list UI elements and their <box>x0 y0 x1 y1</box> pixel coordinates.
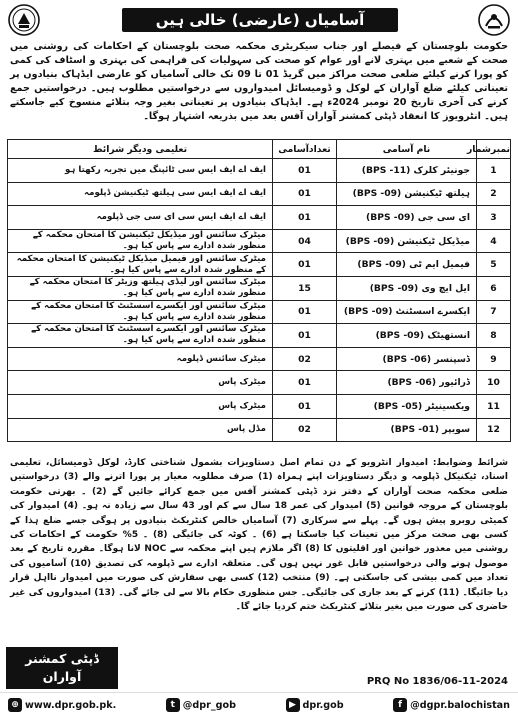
cell-post: ویکسینیٹر (BPS -05) <box>337 394 477 418</box>
table-row <box>8 159 511 183</box>
cell-post: ڈرائیور (BPS -06) <box>337 371 477 395</box>
footer-facebook[interactable] <box>393 698 510 712</box>
table-row <box>8 300 511 324</box>
table-row <box>8 394 511 418</box>
cell-post: میڈیکل ٹیکنیشن (BPS -09) <box>337 229 477 253</box>
twitter-text: @dpr_gob <box>182 699 236 711</box>
cell-count: 02 <box>273 347 337 371</box>
cell-qualification: ایف اے ایف ایس سی ٹائپنگ میں تجربہ رکھتا ہو <box>8 159 273 183</box>
footer-bar <box>0 692 518 717</box>
cell-qualification: میٹرک پاس <box>8 371 273 395</box>
cell-sn: 10 <box>477 371 511 395</box>
cell-sn: 6 <box>477 276 511 300</box>
cell-qualification: ایف اے ایف ایس سی ای سی جی ڈپلومہ <box>8 206 273 230</box>
cell-count: 01 <box>273 206 337 230</box>
table-row <box>8 371 511 395</box>
page-title: آسامیاں (عارضی) خالی ہیں <box>122 8 398 32</box>
cell-qualification: میٹرک سائنس اور ایکسرے اسسٹنٹ کا امتحان محکمہ کے منظور شدہ ادارے سے پاس کیا ہو۔ <box>8 300 273 324</box>
cell-count: 01 <box>273 300 337 324</box>
table-row <box>8 182 511 206</box>
cell-count: 02 <box>273 418 337 442</box>
footer-website[interactable] <box>8 698 116 712</box>
footer-youtube[interactable] <box>286 698 344 712</box>
cell-count: 04 <box>273 229 337 253</box>
cell-qualification: میٹرک سائنس اور ایکسرے اسسٹنٹ کا امتحان محکمہ کے منظور شدہ ادارے سے پاس کیا ہو۔ <box>8 324 273 348</box>
cell-post: ای سی جی (BPS -09) <box>337 206 477 230</box>
health-department-emblem-icon <box>478 4 510 36</box>
cell-sn: 1 <box>477 159 511 183</box>
cell-count: 01 <box>273 182 337 206</box>
cell-sn: 11 <box>477 394 511 418</box>
cell-post: جونیئر کلرک (BPS -11) <box>337 159 477 183</box>
cell-qualification: میٹرک سائنس اور میڈیکل ٹیکنیشن کا امتحان محکمہ کے منظور شدہ ادارے سے پاس کیا ہو۔ <box>8 229 273 253</box>
header <box>4 4 514 38</box>
table-header-row <box>8 140 511 159</box>
website-text: www.dpr.gob.pk. <box>25 699 117 711</box>
cell-post: ہیلتھ ٹیکنیشن (BPS -09) <box>337 182 477 206</box>
header-count: تعدادآسامی <box>273 140 337 159</box>
cell-sn: 2 <box>477 182 511 206</box>
cell-sn: 7 <box>477 300 511 324</box>
facebook-text: @dgpr.balochistan <box>410 699 510 711</box>
header-post: نام آسامی <box>337 140 477 159</box>
table-row <box>8 253 511 277</box>
table-row <box>8 276 511 300</box>
globe-icon: ⊕ <box>8 698 22 712</box>
signature-district: آواران <box>42 669 82 684</box>
cell-post: ڈسپنسر (BPS -06) <box>337 347 477 371</box>
cell-qualification: ایف اے ایف ایس سی ہیلتھ ٹیکنیشن ڈپلومہ <box>8 182 273 206</box>
cell-count: 01 <box>273 159 337 183</box>
cell-qualification: مڈل پاس <box>8 418 273 442</box>
cell-sn: 3 <box>477 206 511 230</box>
cell-sn: 4 <box>477 229 511 253</box>
signature-block <box>6 647 118 689</box>
header-qualification: تعلیمی ودیگر شرائط <box>8 140 273 159</box>
table-row <box>8 418 511 442</box>
facebook-icon: f <box>393 698 407 712</box>
cell-sn: 8 <box>477 324 511 348</box>
terms-and-conditions: شرائط وضوابط: امیدوار انٹرویو کے دن تمام اصل دستاویزات بشمول شناختی کارڈ، لوکل ڈومیسائل، تعلیمی اسناد، ٹیکنیکل ڈپلومہ و دیگر دستاویزات اپنے ہمراہ (1) صرف مطلوبہ معیار پر پورا اترنے والے (3) درخواستیں ضلعی محکمہ صحت آواران کے دفتر نزد ڈپٹی کمشنر آفس میں جمع کرائے جائیں گے (2) ۔ بھرتی حکومت بلوچستان کے مروجہ قوانین (5) امیدوار کی عمر 18 سال سے کم اور 43 سال سے زیادہ نہ ہو۔ (4) امیدوار کی کمیٹی روبرو پیش ہوں گے۔ پہلے سے سرکاری (7) آسامیاں خالص کنٹریکٹ بنیادوں پر ہوگی جسے ضلع ہذا کے کسی بھی صحت مرکز میں تعینات کیا جاسکتا ہے (6) ۔ کوٹہ کی جائیگی (8) ۔ 5% حکومت کے احکامات کی روشنی میں معذور خواتین اور اقلیتوں کا (8) اگر ملازم ہیں اپنے محکمہ سے NOC لانا ہوگا۔ مقررہ تاریخ کے بعد موصول ہونے والی درخواستیں قابل غور نہیں ہوں گی۔ متعلقہ ادارے سے ڈپلومہ کی تصدیق (10) آسامیوں کی تعداد میں کمی بیشی کی جاسکتی ہے۔ (9) منتخب (12) کسی بھی سفارش کی صورت میں امیدوار نااہل قرار دیا جائیگا۔ (11) کرنے کے بعد جاری کی جائیگی۔ جس منظوری حکام بالا سے لی جائے گی۔ (13) امیدواروں کی غیر حاضری کی صورت میں بغیر بتلائے کنٹریکٹ ختم کردیا جائے گا۔ <box>10 458 509 613</box>
vacancies-table <box>7 139 511 442</box>
cell-count: 01 <box>273 253 337 277</box>
table-row <box>8 229 511 253</box>
intro-paragraph: حکومت بلوچستان کے فیصلے اور جناب سیکریٹری محکمہ صحت بلوچستان کے احکامات کی روشنی میں صحت کے شعبے میں بہتری لانے اور عوام کو صحت کی سہولیات کی فراہمی کی بہتری و اسٹاف کی کمی کو پورا کرنے کیلئے ضلعی صحت مراکز میں گریڈ 01 تا 09 تک خالی آسامیاں کو عارضی ایڈہاک بنیادوں پر تعیناتی کیلئے ضلع آواران کے لوکل و ڈومیسائل امیدواروں سے درخواستیں مطلوب ہیں۔ درخواستیں جمع کرنے کی آخری تاریخ 20 نومبر 2024ء ہے۔ ایڈہاک بنیادوں پر تعیناتی بغیر وجہ بتلائے منسوخ کیے جاسکتے ہیں۔ انٹرویوز کا انعقاد ڈپٹی کمشنر آواران آفس بعد میں بذریعہ اشتہار ہوگا۔ <box>10 41 508 123</box>
header-sn: نمبرشمار <box>477 140 511 159</box>
cell-count: 01 <box>273 371 337 395</box>
cell-post: فیمیل ایم ٹی (BPS -09) <box>337 253 477 277</box>
table-row <box>8 347 511 371</box>
cell-qualification: میٹرک سائنس اور فیمیل میڈیکل ٹیکنیشن کا امتحان محکمہ کے منظور شدہ ادارے سے پاس کیا ہو۔ <box>8 253 273 277</box>
cell-qualification: میٹرک سائنس ڈپلومہ <box>8 347 273 371</box>
balochistan-emblem-icon <box>8 4 40 36</box>
prq-number: PRQ No 1836/06-11-2024 <box>366 676 508 687</box>
signature-title: ڈپٹی کمشنر <box>25 651 99 666</box>
cell-post: ایل ایچ وی (BPS -09) <box>337 276 477 300</box>
cell-sn: 12 <box>477 418 511 442</box>
cell-sn: 5 <box>477 253 511 277</box>
youtube-text: dpr.gob <box>302 699 344 711</box>
table-row <box>8 324 511 348</box>
footer-twitter[interactable] <box>166 698 236 712</box>
cell-post: ایکسرے اسسٹنٹ (BPS -09) <box>337 300 477 324</box>
cell-post: انستھیٹک (BPS -09) <box>337 324 477 348</box>
cell-sn: 9 <box>477 347 511 371</box>
cell-post: سویپر (BPS -01) <box>337 418 477 442</box>
twitter-icon: t <box>166 698 180 712</box>
cell-count: 15 <box>273 276 337 300</box>
cell-qualification: میٹرک سائنس اور لیڈی ہیلتھ وزیٹر کا امتحان محکمہ کے منظور شدہ ادارے سے پاس کیا ہو۔ <box>8 276 273 300</box>
cell-count: 01 <box>273 394 337 418</box>
table-row <box>8 206 511 230</box>
youtube-icon: ▶ <box>286 698 300 712</box>
cell-qualification: میٹرک پاس <box>8 394 273 418</box>
cell-count: 01 <box>273 324 337 348</box>
